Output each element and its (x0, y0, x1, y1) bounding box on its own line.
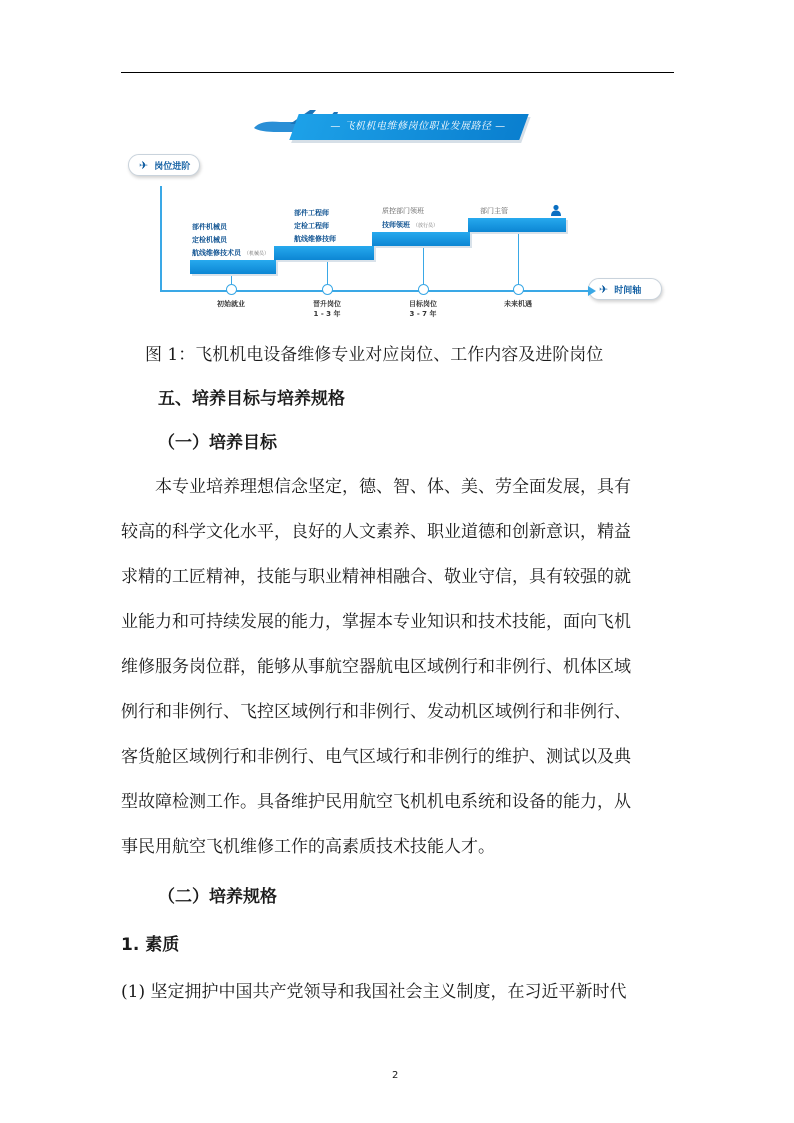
axis-y-label: 岗位进阶 (154, 161, 191, 172)
paragraph-line: 客货舱区域例行和非例行、电气区域行和非例行的维护、测试以及典 (121, 747, 631, 767)
connector-line (423, 246, 424, 286)
connector-line (518, 232, 519, 286)
person-icon (550, 204, 562, 216)
stage-label (201, 299, 261, 309)
paragraph-line: 求精的工匠精神，技能与职业精神相融合、敬业守信，具有较强的就 (121, 567, 631, 587)
stage-label-line2: 3 - 7 年 (409, 310, 437, 318)
list-item: (1) 坚定拥护中国共产党领导和我国社会主义制度，在习近平新时代 (121, 982, 627, 1002)
paragraph-line: 维修服务岗位群，能够从事航空器航电区域例行和非例行、机体区域 (121, 657, 631, 677)
career-step-4 (468, 218, 566, 232)
page-number: 2 (392, 1070, 399, 1081)
role-label: 航线维修技术员 (192, 249, 241, 257)
banner-title: — 飞机机电维修岗位职业发展路径 — (330, 121, 506, 132)
paragraph-line: 业能力和可持续发展的能力，掌握本专业知识和技术技能，面向飞机 (121, 612, 631, 632)
header-rule (121, 72, 674, 73)
career-step-1 (190, 260, 276, 274)
paragraph-line: 本专业培养理想信念坚定，德、智、体、美、劳全面发展，具有 (155, 477, 631, 497)
paragraph-line: 例行和非例行、飞控区域例行和非例行、发动机区域例行和非例行、 (121, 702, 631, 722)
stage-label-line1: 初始就业 (217, 300, 245, 308)
axis-x-label: 时间轴 (614, 285, 642, 296)
axis-x-pill (588, 278, 662, 300)
takeoff-icon: ✈ (599, 282, 609, 296)
paragraph-line: 较高的科学文化水平，良好的人文素养、职业道德和创新意识，精益 (121, 522, 631, 542)
timeline-node (322, 284, 333, 295)
stage-label (297, 299, 357, 319)
subsubsection-title: 1. 素质 (121, 935, 180, 955)
stage-label-line1: 目标岗位 (409, 300, 437, 308)
role-label: 部件工程师 (294, 209, 329, 217)
subsection-title: （一）培养目标 (158, 433, 277, 453)
axis-horizontal (160, 290, 590, 292)
axis-y-pill (128, 154, 200, 176)
role-label-with-note (382, 220, 438, 230)
timeline-node (513, 284, 524, 295)
paragraph-line: 型故障检测工作。具备维护民用航空飞机机电系统和设备的能力，从 (121, 792, 631, 812)
role-label: 质控部门领班 (382, 207, 424, 215)
role-label: 部件机械员 (192, 223, 227, 231)
stage-label-line1: 未来机遇 (504, 300, 532, 308)
stage-label-line2: 1 - 3 年 (313, 310, 341, 318)
takeoff-icon: ✈ (139, 158, 149, 172)
role-note: （机械员） (244, 251, 270, 257)
role-label: 定检工程师 (294, 222, 329, 230)
stage-label (393, 299, 453, 319)
figure-caption: 图 1：飞机机电设备维修专业对应岗位、工作内容及进阶岗位 (145, 345, 604, 365)
career-path-diagram (118, 100, 678, 328)
axis-vertical (160, 186, 162, 290)
role-label: 定检机械员 (192, 236, 227, 244)
role-note: （放行员） (413, 223, 439, 229)
section-title: 五、培养目标与培养规格 (158, 389, 345, 409)
timeline-node (418, 284, 429, 295)
stage-label (488, 299, 548, 309)
career-step-3 (372, 232, 470, 246)
stage-label-line1: 晋升岗位 (313, 300, 341, 308)
timeline-node (226, 284, 237, 295)
role-label: 部门主管 (480, 207, 508, 215)
role-label-with-note (192, 248, 269, 258)
role-label: 航线维修技师 (294, 235, 336, 243)
axis-arrow (588, 286, 596, 296)
role-label: 技师领班 (382, 221, 410, 229)
career-step-2 (274, 246, 374, 260)
subsection-title: （二）培养规格 (158, 887, 277, 907)
connector-line (327, 260, 328, 286)
paragraph-line: 事民用航空飞机维修工作的高素质技术技能人才。 (121, 837, 495, 857)
